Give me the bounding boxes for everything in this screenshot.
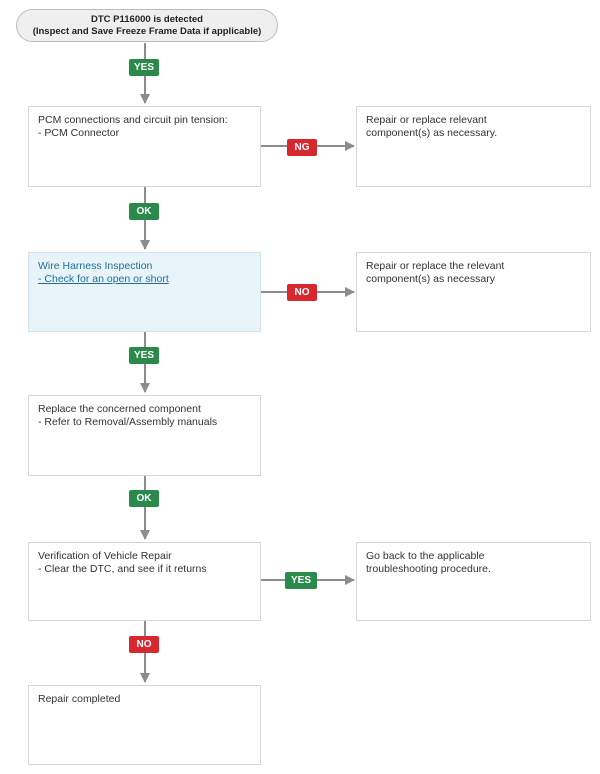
step-replace-component <box>28 395 261 476</box>
result-text-line1: Go back to the applicable <box>366 550 485 562</box>
label-step1-ng: NG <box>287 139 317 156</box>
result-text-line2: component(s) as necessary. <box>366 126 498 139</box>
label-step1-ok: OK <box>129 203 159 220</box>
result-go-back-procedure <box>356 542 591 621</box>
start-terminator <box>16 9 278 42</box>
result-text-line2: troubleshooting procedure. <box>366 562 491 575</box>
label-step2-yes: YES <box>129 347 159 364</box>
step-detail: - Clear the DTC, and see if it returns <box>38 562 207 575</box>
step-pcm-connections <box>28 106 261 187</box>
start-subtitle: (Inspect and Save Freeze Frame Data if applicable) <box>32 26 262 37</box>
result-text-line1: Repair or replace relevant <box>366 114 487 126</box>
step-title: Verification of Vehicle Repair <box>38 550 172 562</box>
result-text-line2: component(s) as necessary <box>366 272 495 285</box>
result-text-line1: Repair or replace the relevant <box>366 260 505 272</box>
label-step4-yes: YES <box>285 572 317 589</box>
label-step3-ok: OK <box>129 490 159 507</box>
step-title: Replace the concerned component <box>38 403 201 415</box>
check-open-short-link[interactable]: - Check for an open or short <box>38 272 169 285</box>
label-start-yes: YES <box>129 59 159 76</box>
step-title: PCM connections and circuit pin tension: <box>38 114 228 126</box>
step-repair-completed <box>28 685 261 765</box>
step-verification <box>28 542 261 621</box>
step-title: Repair completed <box>38 693 121 705</box>
start-title: DTC P116000 is detected <box>91 14 203 25</box>
step-detail: - PCM Connector <box>38 126 120 139</box>
step-wire-harness-inspection[interactable] <box>28 252 261 332</box>
label-step4-no: NO <box>129 636 159 653</box>
label-step2-no: NO <box>287 284 317 301</box>
step-title-link[interactable]: Wire Harness Inspection <box>38 260 153 272</box>
step-detail: - Refer to Removal/Assembly manuals <box>38 415 218 428</box>
result-repair-components <box>356 106 591 187</box>
result-repair-relevant-components <box>356 252 591 332</box>
